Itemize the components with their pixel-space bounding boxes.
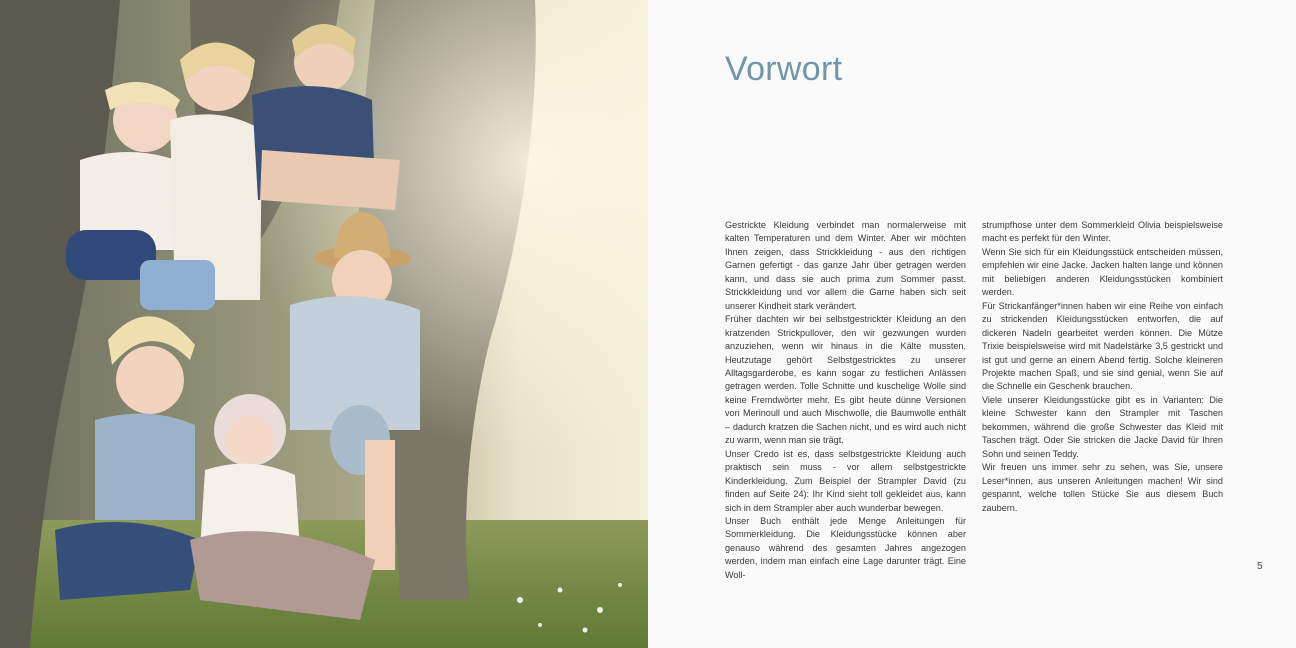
paragraph: Früher dachten wir bei selbstgestrickter Kleidung an den kratzenden Strickpullover, den wir gezwungen wurden anzuziehen, wenn wir hinaus in die Kälte mussten. Heutzutage gehört Selbstgestricktes zu unserer Alltagsgarderobe, es kann sogar zu festlichen Anlässen getragen werden. Tolle Schnitte und kuschelige Wolle sind keine Fremdwörter mehr. Es gibt heute dünne Versionen von Merinoull und auch Mischwolle, die Baumwolle enthält – dadurch kratzen die Sachen nicht, und es wird auch nicht zu warm, wenn man sie trägt.: [725, 314, 966, 446]
page-number: 5: [1257, 561, 1263, 572]
text-column-right: [982, 219, 1223, 515]
paragraph: Viele unserer Kleidungsstücke gibt es in Varianten: Die kleine Schwester kann den Strampler mit Taschen bekommen, während die große Schwester das Kleid mit Taschen trägt. Oder Sie stricken die Jacke David für Ihren Sohn und seinen Teddy.: [982, 394, 1223, 459]
paragraph: strumpfhose unter dem Sommerkleid Olivia beispielsweise macht es perfekt für den Winter.: [982, 220, 1223, 244]
paragraph: Wenn Sie sich für ein Kleidungsstück entscheiden müssen, empfehlen wir eine Jacke. Jacken halten lange und können mit beliebigen anderen Kleidungsstücken kombiniert werden.: [982, 246, 1223, 298]
page-title: Vorwort: [725, 50, 843, 88]
foreword-page: [648, 0, 1296, 648]
paragraph: Unser Buch enthält jede Menge Anleitungen für Sommerkleidung. Die Kleidungsstücke können aber genauso während des gesamten Jahres angezogen werden, indem man einfach eine Lage darunter trägt. Eine Woll-: [725, 515, 966, 580]
paragraph: Unser Credo ist es, dass selbstgestrickte Kleidung auch praktisch sein muss - vor allem selbstgestrickte Kinderkleidung. Zum Beispiel der Strampler David (zu finden auf Seite 24): Ihr Kind sieht toll gekleidet aus, kann sich in dem Strampler aber auch wunderbar bewegen.: [725, 448, 966, 513]
paragraph: Gestrickte Kleidung verbindet man normalerweise mit kalten Temperaturen und dem Winter. Aber wir möchten Ihnen zeigen, dass Strickkleidung - aus den richtigen Garnen gefertigt - das ganze Jahr über getragen werden kann, und dass sie auch prima zum Sommer passt. Strickkleidung und vor allem die Garne haben sich seit unserer Kindheit stark verändert.: [725, 220, 966, 311]
text-column-left: [725, 219, 966, 582]
paragraph: Wir freuen uns immer sehr zu sehen, was Sie, unsere Leser*innen, aus unseren Anleitungen machen! Wir sind gespannt, welche tollen Stücke Sie aus diesem Buch zaubern.: [982, 462, 1223, 513]
paragraph: Für Strickanfänger*innen haben wir eine Reihe von einfach zu strickenden Kleidungsstücken entworfen, die auf dickeren Nadeln gearbeitet werden können. Die Mütze Trixie beispielsweise wird mit Nadelstärke 3,5 gestrickt und ist gut und gerne an einem Abend fertig. Solche kleineren Projekte machen Spaß, und sie sind genial, wenn Sie auf die Schnelle ein Geschenk brauchen.: [982, 300, 1223, 392]
